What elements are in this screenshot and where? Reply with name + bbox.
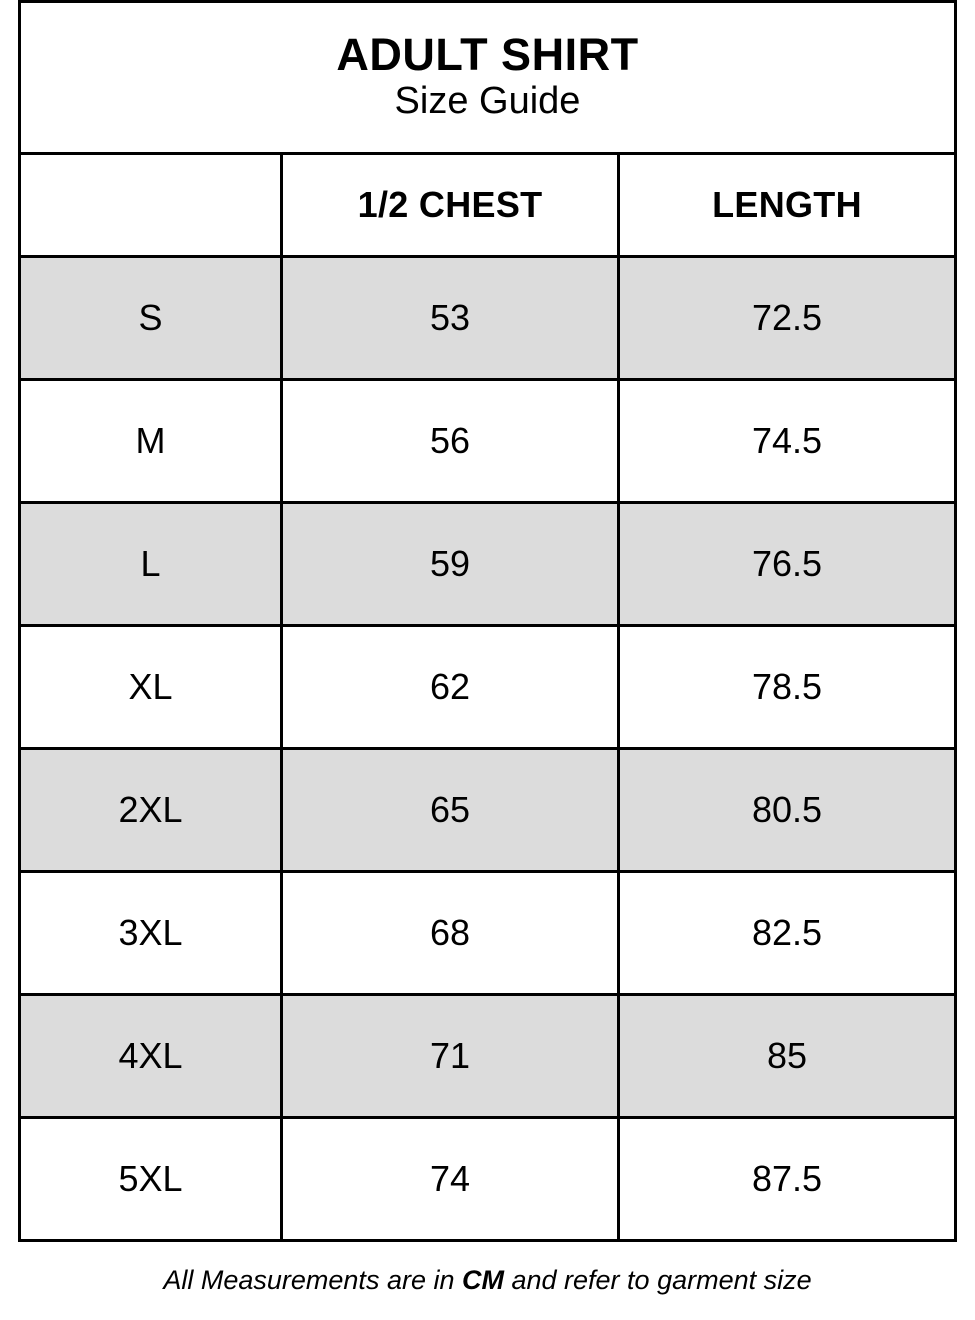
- cell-size: L: [20, 503, 282, 626]
- table-row: [20, 380, 956, 503]
- cell-length: 80.5: [619, 749, 956, 872]
- cell-size: M: [20, 380, 282, 503]
- cell-size: 5XL: [20, 1118, 282, 1241]
- cell-length: 76.5: [619, 503, 956, 626]
- cell-size: S: [20, 257, 282, 380]
- table-row: [20, 626, 956, 749]
- page-subtitle: Size Guide: [394, 80, 581, 123]
- title-block: [18, 0, 957, 152]
- cell-half-chest: 74: [282, 1118, 619, 1241]
- cell-length: 85: [619, 995, 956, 1118]
- note-suffix: and refer to garment size: [503, 1265, 812, 1295]
- cell-size: 4XL: [20, 995, 282, 1118]
- cell-length: 87.5: [619, 1118, 956, 1241]
- table-row: [20, 257, 956, 380]
- table-row: [20, 503, 956, 626]
- table-row: [20, 995, 956, 1118]
- note-prefix: All Measurements are in: [163, 1265, 462, 1295]
- cell-length: 82.5: [619, 872, 956, 995]
- measurement-note: [18, 1242, 957, 1296]
- table-row: [20, 872, 956, 995]
- cell-half-chest: 59: [282, 503, 619, 626]
- cell-size: XL: [20, 626, 282, 749]
- size-chart-table: [18, 152, 957, 1242]
- table-row: [20, 749, 956, 872]
- note-unit: CM: [461, 1265, 504, 1295]
- column-header-size: [20, 154, 282, 257]
- cell-length: 74.5: [619, 380, 956, 503]
- cell-half-chest: 68: [282, 872, 619, 995]
- cell-size: 2XL: [20, 749, 282, 872]
- column-header-length: LENGTH: [619, 154, 956, 257]
- table-body: [20, 257, 956, 1241]
- cell-half-chest: 56: [282, 380, 619, 503]
- cell-half-chest: 53: [282, 257, 619, 380]
- cell-half-chest: 62: [282, 626, 619, 749]
- table-row: [20, 1118, 956, 1241]
- cell-size: 3XL: [20, 872, 282, 995]
- page-title: ADULT SHIRT: [336, 29, 639, 81]
- cell-length: 78.5: [619, 626, 956, 749]
- table-header-row: [20, 154, 956, 257]
- cell-half-chest: 65: [282, 749, 619, 872]
- cell-half-chest: 71: [282, 995, 619, 1118]
- table-header: [20, 154, 956, 257]
- column-header-half-chest: 1/2 CHEST: [282, 154, 619, 257]
- cell-length: 72.5: [619, 257, 956, 380]
